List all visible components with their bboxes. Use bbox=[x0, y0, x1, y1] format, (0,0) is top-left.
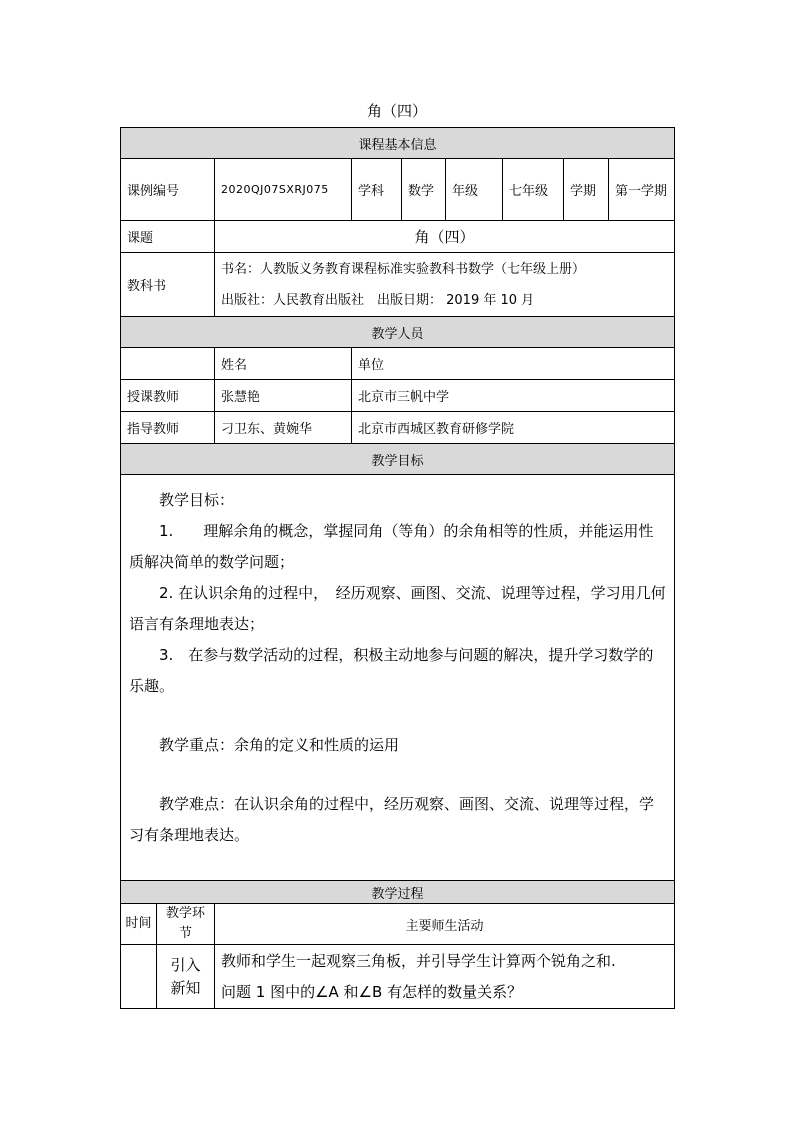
goals-key-point: 教学重点：余角的定义和性质的运用 bbox=[159, 736, 400, 754]
grade-value: 七年级 bbox=[503, 159, 564, 221]
staff-unit: 北京市西城区教育研修学院 bbox=[352, 412, 675, 444]
goal-item: 3. 在参与数学活动的过程，积极主动地参与问题的解决，提升学习数学的乐趣。 bbox=[129, 646, 654, 695]
lesson-table bbox=[120, 127, 675, 1009]
case-no-value: 2020QJ07SXRJ075 bbox=[215, 159, 352, 221]
goal-item: 1. 理解余角的概念，掌握同角（等角）的余角相等的性质，并能运用性质解决简单的数学问题； bbox=[129, 522, 654, 571]
process-stage-col: 教学环节 bbox=[157, 904, 215, 945]
staff-unit-col: 单位 bbox=[352, 348, 675, 380]
topic-label: 课题 bbox=[121, 221, 215, 253]
textbook-label: 教科书 bbox=[121, 253, 215, 317]
staff-role: 指导教师 bbox=[121, 412, 215, 444]
staff-name: 张慧艳 bbox=[215, 380, 352, 412]
goals-intro: 教学目标： bbox=[159, 491, 235, 509]
staff-name-col: 姓名 bbox=[215, 348, 352, 380]
goal-item: 2. 在认识余角的过程中， 经历观察、画图、交流、说理等过程，学习用几何语言有条理地表达； bbox=[129, 584, 666, 633]
process-activity-line: 问题 1 图中的∠A 和∠B 有怎样的数量关系？ bbox=[221, 982, 523, 1001]
term-label: 学期 bbox=[564, 159, 609, 221]
topic-value: 角（四） bbox=[215, 221, 675, 253]
basic-info-header: 课程基本信息 bbox=[121, 128, 675, 159]
process-stage: 引入新知 bbox=[157, 945, 215, 1009]
textbook-publisher-line: 出版社：人民教育出版社 出版日期： 2019 年 10 月 bbox=[221, 292, 535, 308]
process-activity-line: 教师和学生一起观察三角板，并引导学生计算两个锐角之和. bbox=[221, 951, 616, 970]
textbook-book-line: 书名：人教版义务教育课程标准实验教科书数学（七年级上册） bbox=[221, 261, 586, 277]
staff-blank-cell bbox=[121, 348, 215, 380]
subject-value: 数学 bbox=[402, 159, 446, 221]
grade-label: 年级 bbox=[446, 159, 503, 221]
staff-role: 授课教师 bbox=[121, 380, 215, 412]
goals-header: 教学目标 bbox=[121, 444, 675, 475]
page-title: 角（四） bbox=[366, 102, 427, 120]
process-time-col: 时间 bbox=[121, 904, 157, 945]
subject-label: 学科 bbox=[352, 159, 402, 221]
staff-name: 刁卫东、黄婉华 bbox=[215, 412, 352, 444]
textbook-info bbox=[215, 253, 675, 317]
goals-difficulty: 教学难点：在认识余角的过程中，经历观察、画图、交流、说理等过程，学习有条理地表达。 bbox=[129, 795, 655, 844]
staff-unit: 北京市三帆中学 bbox=[352, 380, 675, 412]
process-header: 教学过程 bbox=[121, 881, 675, 904]
process-activity bbox=[215, 945, 675, 1009]
staff-header: 教学人员 bbox=[121, 317, 675, 348]
term-value: 第一学期 bbox=[609, 159, 675, 221]
process-time bbox=[121, 945, 157, 1009]
goals-body bbox=[121, 475, 675, 881]
case-no-label: 课例编号 bbox=[121, 159, 215, 221]
process-activity-col: 主要师生活动 bbox=[215, 904, 675, 945]
